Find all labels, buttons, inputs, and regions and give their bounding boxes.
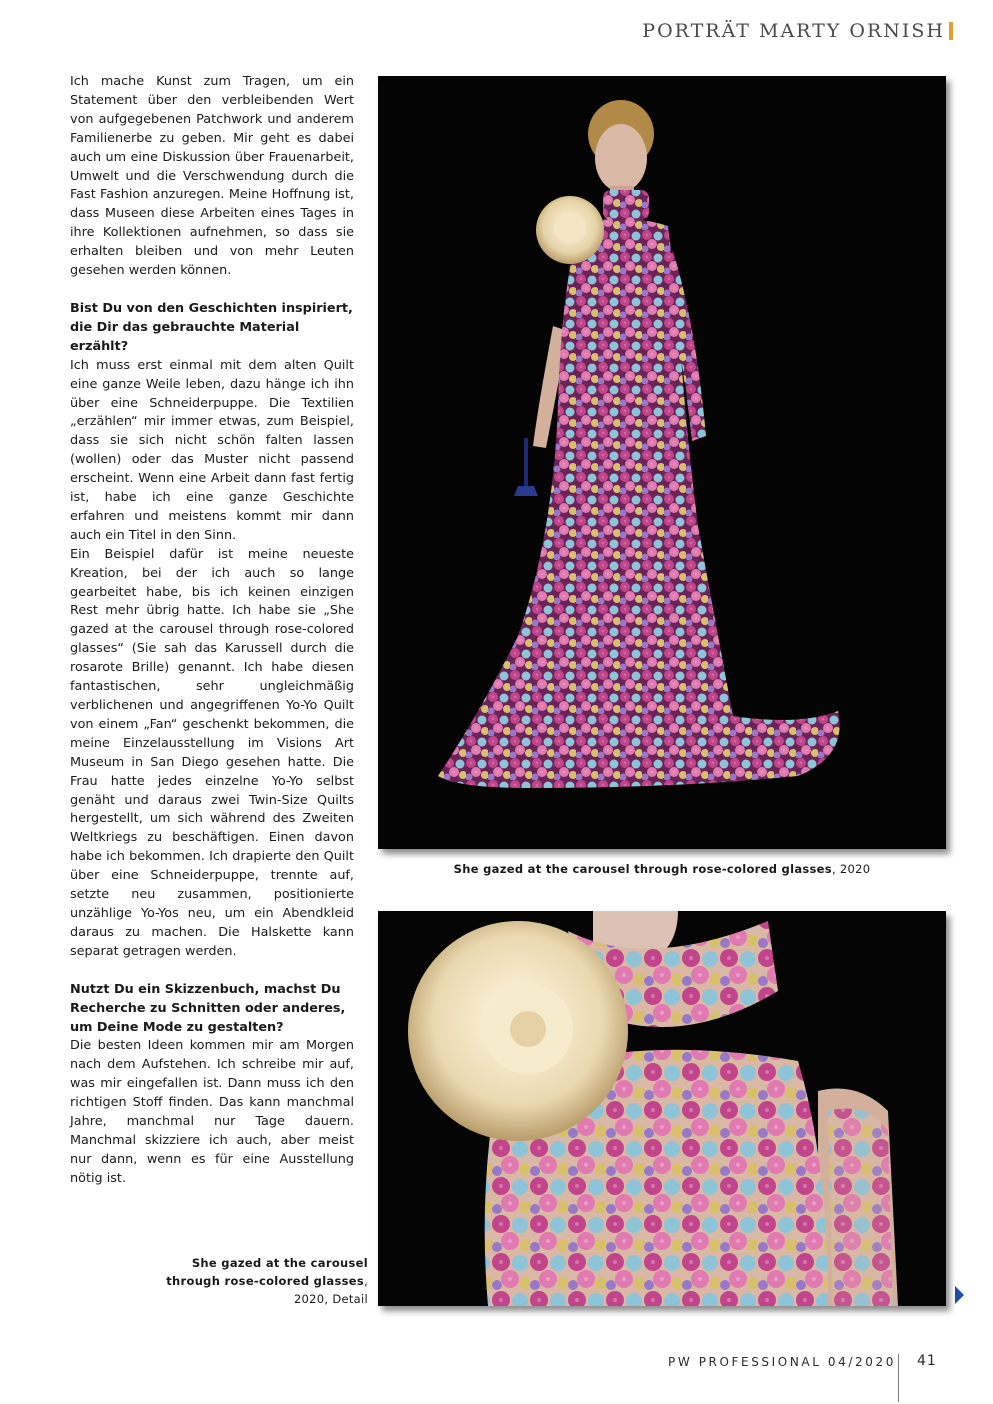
question-inspiration: Bist Du von den Geschichten inspiriert, die Dir das gebrauchte Material erzählt? [70, 300, 353, 354]
footer-divider [898, 1354, 899, 1402]
answer-inspiration-example: Ein Beispiel dafür ist meine neueste Kreation, bei der ich auch so lange gearbeitet habe, bis ich keinen einzigen Rest mehr übrig hatte. Ich habe sie „She gazed at the carousel through rose-colored glasses“ (Sie sah das Karussell durch die rosarote Brille) genannt. Ich habe diesen fantastischen, sehr ungleichmäßig verblichenen und angegriffenen Yo-Yo Quilt von einem „Fan“ geschenkt bekommen, die meine Einzelausstellung im Visions Art Museum in San Diego gesehen hatte. Die Frau hatte jedes einzelne Yo-Yo selbst genäht und daraus zwei Twin-Size Quilts hergestellt, um sich während des Zweiten Weltkriegs zu beschäftigen. Einen davon habe ich bekommen. Ich drapierte den Quilt über eine Schneiderpuppe, trennte auf, setzte neu zusammen, positionierte unzählige Yo-Yos neu, um ein Abendkleid daraus zu machen. Die Halskette kann separat getragen werden. [70, 546, 354, 959]
next-page-arrow-icon [955, 1286, 964, 1304]
caption-full-year: , 2020 [831, 862, 871, 876]
page-number: 41 [917, 1353, 937, 1369]
caption-detail-comma: , [364, 1274, 368, 1288]
question-sketchbook: Nutzt Du ein Skizzenbuch, machst Du Recherche zu Schnitten oder anderes, um Deine Mode zu gestalten? [70, 981, 346, 1035]
caption-detail-title-line2: through rose-colored glasses [166, 1274, 365, 1288]
dress-detail-illustration [378, 911, 946, 1306]
article-text-column [70, 73, 354, 1189]
dress-photo-detail [378, 911, 946, 1306]
answer-sketchbook: Die besten Ideen kommen mir am Morgen nach dem Aufstehen. Ich schreibe mir auf, was mir eingefallen ist. Dann muss ich den richtigen Stoff finden. Das kann manchmal Jahre, manchmal nur Tage dauern. Manchmal skizziere ich auch, aber meist nur dann, wenn es für eine Ausstellung nötig ist. [70, 1038, 354, 1186]
caption-detail-year: 2020, Detail [293, 1292, 368, 1306]
answer-inspiration: Ich muss erst einmal mit dem alten Quilt eine ganze Weile leben, dazu hänge ich ihn über eine Schneiderpuppe. Die Textilien „erzählen“ mir immer etwas, zum Beispiel, dass sie sich nicht schön falten lassen (wollen) oder das Muster nicht passend erscheint. Wenn eine Arbeit dann fast fertig ist, habe ich eine ganze Geschichte erfahren und meistens kommt mir dann auch ein Titel in den Sinn. [70, 357, 354, 543]
dress-illustration [378, 76, 946, 849]
paragraph-intro: Ich mache Kunst zum Tragen, um ein Statement über den verbleibenden Wert von aufgegebenen Patchwork und anderem Familienerbe zu geben. Mir geht es dabei auch um eine Diskussion über Frauenarbeit, Umwelt und die Verschwendung durch die Fast Fashion anzuregen. Meine Hoffnung ist, dass Museen diese Arbeiten eines Tages in ihre Kollektionen aufnehmen, so dass sie erhalten bleiben und von mehr Leuten gesehen werden können. [70, 74, 354, 279]
footer-magazine-issue: PW PROFESSIONAL 04/2020 [668, 1355, 896, 1369]
caption-detail-photo [150, 1254, 368, 1308]
dress-photo-full [378, 76, 946, 849]
caption-full-photo [378, 862, 946, 876]
header-title: PORTRÄT MARTY ORNISH [642, 20, 945, 42]
caption-full-title: She gazed at the carousel through rose-colored glasses [453, 862, 832, 876]
caption-detail-title-line1: She gazed at the carousel [191, 1256, 368, 1270]
header-accent-bar [949, 22, 953, 40]
